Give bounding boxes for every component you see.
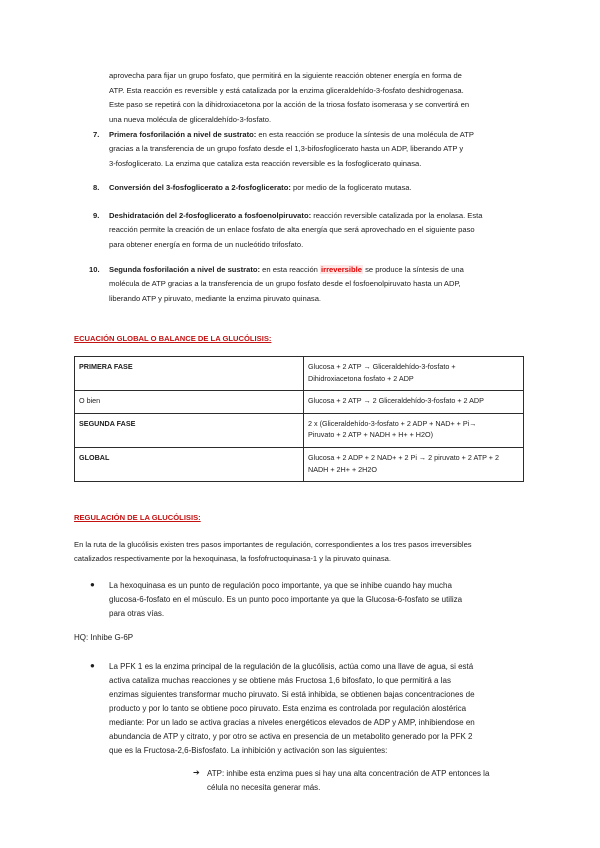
value-line: Glucosa + 2 ATP → 2 Gliceraldehído-3-fosfato + 2 ADP [308, 396, 484, 406]
row-value [304, 447, 524, 481]
bullet-line: La PFK 1 es la enzima principal de la regulación de la glucólisis, actúa como una llave de agua, si está [109, 662, 474, 671]
intro-line: En la ruta de la glucólisis existen tres pasos importantes de regulación, correspondientes a los tres pasos irreversibles [74, 540, 472, 549]
step-text: por medio de la foglicerato mutasa. [290, 183, 412, 192]
step-line: para obtener energía en forma de un nucleótido trifosfato. [109, 240, 304, 249]
step-title: Primera fosforilación a nivel de sustrato: [109, 130, 257, 139]
step-number: 10. [89, 265, 100, 274]
row-label-text: SEGUNDA FASE [79, 418, 136, 428]
step-line [109, 209, 482, 224]
balance-table [74, 356, 524, 482]
intro-line: aprovecha para fijar un grupo fosfato, que permitirá en la siguiente reacción obtener energía en forma de [109, 71, 462, 80]
row-value [304, 413, 524, 447]
bullet-line: mediante: Por un lado se activa gracias a niveles energéticos elevados de ADP y AMP, inhibiendose en [109, 718, 475, 727]
irreversible-highlight: irreversible [321, 265, 362, 274]
row-value [304, 391, 524, 414]
table-row [75, 391, 524, 414]
regulacion-heading: REGULACIÓN DE LA GLUCÓLISIS: [74, 513, 201, 522]
bullet-line: activa cataliza muchas reacciones y se obtiene más Fructosa 1,6 bifosfato, lo que permitirá a las [109, 676, 451, 685]
bullet-line: que es la Fructosa-2,6-Bisfosfato. La inhibición y activación son las siguientes: [109, 746, 388, 755]
ecuacion-global-heading: ECUACIÓN GLOBAL O BALANCE DE LA GLUCÓLISIS: [74, 334, 272, 343]
sub-bullet-line: célula no necesita generar más. [207, 783, 321, 792]
step-line [109, 263, 464, 278]
step-text: reacción reversible catalizada por la enolasa. Esta [311, 211, 483, 220]
step-line: liberando ATP y piruvato, mediante la enzima piruvato quinasa. [109, 294, 322, 303]
step-text: en esta reacción [260, 265, 321, 274]
step-number: 7. [93, 130, 100, 139]
bullet-line: producto y por lo tanto se obtiene poco piruvato. Esta enzima es controlada por regulación alostérica [109, 704, 467, 713]
row-label [75, 391, 304, 414]
hq-note: HQ: Inhibe G-6P [74, 633, 134, 642]
step-number: 8. [93, 183, 100, 192]
step-line: molécula de ATP gracias a la transferencia de un grupo fosfato desde el fosfoenolpiruvato hasta un ADP, [109, 279, 461, 288]
row-label-text: O bien [79, 396, 101, 406]
step-line [109, 181, 412, 196]
row-label-text: GLOBAL [79, 452, 110, 462]
value-line: Glucosa + 2 ADP + 2 NAD+ + 2 Pi → 2 piruvato + 2 ATP + 2 [308, 452, 499, 462]
step-title: Conversión del 3-fosfoglicerato a 2-fosfoglicerato: [109, 183, 291, 192]
row-label-text: PRIMERA FASE [79, 362, 133, 371]
intro-line: ATP. Esta reacción es reversible y está catalizada por la enzima gliceraldehído-3-fosfato deshidrogenasa. [109, 86, 464, 95]
step-title: Deshidratación del 2-fosfoglicerato a fosfoenolpiruvato: [109, 211, 312, 220]
intro-line: Este paso se repetirá con la dihidroxiacetona por la acción de la triosa fosfato isomerasa y se convertirá en [109, 100, 470, 109]
step-line: reacción permite la creación de un enlace fosfato de alta energía que será aprovechado en el siguiente paso [109, 225, 475, 234]
row-label [75, 357, 304, 391]
arrow-icon: ➔ [193, 768, 200, 777]
row-label [75, 413, 304, 447]
value-line: NADH + 2H+ + 2H2O [308, 464, 377, 474]
value-line: 2 x (Gliceraldehído-3-fosfato + 2 ADP + NAD+ + Pi→ [308, 418, 477, 428]
step-line: gracias a la transferencia de un grupo fosfato desde el 1,3-bifosfoglicerato hasta un ADP, liberando ATP y [109, 144, 464, 153]
intro-line: catalizados respectivamente por la hexoquinasa, la fosfofructoquinasa-1 y la piruvato quinasa. [74, 554, 392, 563]
bullet-icon: ● [90, 661, 95, 670]
intro-line: una nueva molécula de gliceraldehído-3-fosfato. [109, 115, 272, 124]
step-text: se produce la síntesis de una [362, 265, 464, 274]
row-value [304, 357, 524, 391]
step-number: 9. [93, 211, 100, 220]
sub-bullet-line: ATP: inhibe esta enzima pues si hay una alta concentración de ATP entonces la [207, 769, 490, 778]
step-line [109, 128, 474, 143]
bullet-line: abundancia de ATP y citrato, y por otro se activa en presencia de un metabolito generado por la PFK 2 [109, 732, 473, 741]
step-text: en esta reacción se produce la síntesis de una molécula de ATP [256, 130, 474, 139]
bullet-line: La hexoquinasa es un punto de regulación poco importante, ya que se inhibe cuando hay mucha [109, 581, 452, 590]
bullet-icon: ● [90, 580, 95, 589]
step-line: 3-fosfoglicerato. La enzima que cataliza esta reacción reversible es la fosfoglicerato quinasa. [109, 159, 422, 168]
bullet-line: enzimas siguientes transformar mucho piruvato. Si está inhibida, se obtienen bajas concentraciones de [109, 690, 475, 699]
bullet-line: para otras vías. [109, 609, 165, 618]
value-line: Dihidroxiacetona fosfato + 2 ADP [308, 373, 414, 383]
bullet-line: glucosa-6-fosfato en el músculo. Es un punto poco importante ya que la Glucosa-6-fosfato se utiliza [109, 595, 463, 604]
table-row [75, 413, 524, 447]
value-line: Glucosa + 2 ATP → Gliceraldehído-3-fosfato + [308, 362, 456, 371]
value-line: Piruvato + 2 ATP + NADH + H+ + H2O) [308, 430, 433, 440]
table-row [75, 447, 524, 481]
table-row [75, 357, 524, 391]
step-title: Segunda fosforilación a nivel de sustrato: [109, 265, 261, 274]
row-label [75, 447, 304, 481]
